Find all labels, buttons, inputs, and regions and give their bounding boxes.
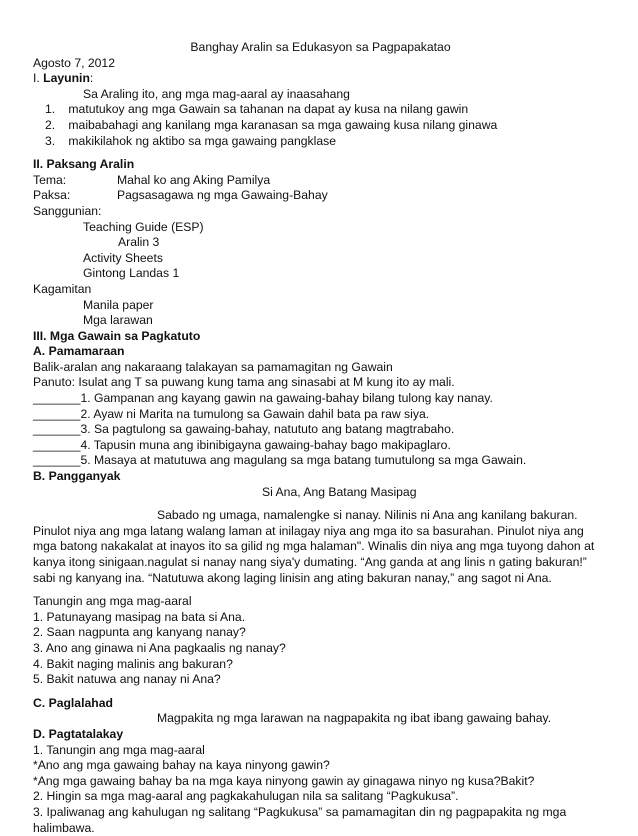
objective-number: 3. xyxy=(45,133,56,148)
presentation-text: Magpakita ng mga larawan na nagpapakita ng ibat ibang gawaing bahay. xyxy=(157,711,552,726)
tema-value: Mahal ko ang Aking Pamilya xyxy=(117,172,271,187)
lesson-plan-document xyxy=(33,40,608,836)
section-1-heading xyxy=(33,71,608,87)
section-1-colon: : xyxy=(89,71,94,86)
material-item: Manila paper xyxy=(83,297,154,312)
objective-item xyxy=(33,134,608,150)
section-1-title: Layunin xyxy=(43,71,90,86)
discussion-line: 1. Tanungin ang mga mag-aaral xyxy=(33,742,205,757)
reference-item: Aralin 3 xyxy=(118,235,160,250)
discussion-line: 2. Hingin sa mga mag-aaral ang pagkakahulugan nila sa salitang “Pagkukusa”. xyxy=(33,789,459,804)
tema-label: Tema: xyxy=(33,172,67,187)
objectives-intro: Sa Araling ito, ang mga mag-aaral ay inaasahang xyxy=(83,86,350,101)
panuto-instruction: Panuto: Isulat ang T sa puwang kung tama ang sinasabi at M kung ito ay mali. xyxy=(33,375,455,390)
story-title: Si Ana, Ang Batang Masipag xyxy=(262,484,417,499)
paksa-label: Paksa: xyxy=(33,188,71,203)
objective-number: 2. xyxy=(45,117,56,132)
subsection-d-heading: D. Pagtatalakay xyxy=(33,726,124,741)
subsection-a-heading: A. Pamamaraan xyxy=(33,344,125,359)
discussion-line: *Ano ang mga gawaing bahay na kaya ninyong gawin? xyxy=(33,758,330,773)
discussion-line: *Ang mga gawaing bahay ba na mga kaya ninyong gawin ay ginagawa ninyo ng kusa?Bakit? xyxy=(33,773,535,788)
objective-text: matutukoy ang mga Gawain sa tahanan na dapat ay kusa na nilang gawin xyxy=(68,102,469,117)
reference-item: Teaching Guide (ESP) xyxy=(83,219,204,234)
review-instruction: Balik-aralan ang nakaraang talakayan sa pamamagitan ng Gawain xyxy=(33,359,393,374)
question-item: 3. Ano ang ginawa ni Ana pagkaalis ng nanay? xyxy=(33,640,286,655)
objective-item xyxy=(33,118,608,134)
objective-text: maibabahagi ang kanilang mga karanasan sa mga gawaing kusa nilang ginawa xyxy=(68,117,498,132)
reference-item: Gintong Landas 1 xyxy=(83,266,180,281)
tema-row xyxy=(33,173,608,189)
question-item: 2. Saan nagpunta ang kanyang nanay? xyxy=(33,625,246,640)
paksa-row xyxy=(33,188,608,204)
objective-text: makikilahok ng aktibo sa mga gawaing pangklase xyxy=(68,133,336,148)
true-false-item: _______4. Tapusin muna ang ibinibigayna gawaing-bahay bago makipaglaro. xyxy=(33,437,451,452)
true-false-item: _______3. Sa pagtulong sa gawaing-bahay, natututo ang batang magtrabaho. xyxy=(33,422,455,437)
reference-item: Activity Sheets xyxy=(83,250,163,265)
true-false-item: _______1. Gampanan ang kayang gawin na gawaing-bahay bilang tulong kay nanay. xyxy=(33,391,493,406)
sanggunian-label: Sanggunian: xyxy=(33,203,102,218)
objective-number: 1. xyxy=(45,102,56,117)
question-item: 4. Bakit naging malinis ang bakuran? xyxy=(33,656,233,671)
section-1-numeral: I. xyxy=(33,71,40,86)
story-paragraph: Sabado ng umaga, namalengke si nanay. Nilinis ni Ana ang kanilang bakuran. Pinulot niya ang mga latang walang laman at inilagay niya ang mga ito sa basurahan. Pinulot niya ang mga batong nakakalat at inayos ito sa gilid ng mga halaman". Winalis din niya ang mga tuyong dahon at kanya itong sinigaan.nagulat si nanay nang siya'y dumating. “Ang ganda at ang linis n gating bakuran!” sabi ng kanyang ina. “Natutuwa akong laging linisin ang ating bakuran nanay,” ang sagot ni Ana. xyxy=(33,508,595,585)
true-false-item: _______5. Masaya at matutuwa ang magulang sa mga batang tumutulong sa mga Gawain. xyxy=(33,453,527,468)
material-item: Mga larawan xyxy=(83,313,153,328)
objective-item xyxy=(33,102,608,118)
question-item: 1. Patunayang masipag na bata si Ana. xyxy=(33,609,246,624)
question-item: 5. Bakit natuwa ang nanay ni Ana? xyxy=(33,672,221,687)
paksa-value: Pagsasagawa ng mga Gawaing-Bahay xyxy=(117,188,328,203)
questions-intro: Tanungin ang mga mag-aaral xyxy=(33,594,192,609)
section-3-heading: III. Mga Gawain sa Pagkatuto xyxy=(33,328,201,343)
kagamitan-label: Kagamitan xyxy=(33,281,92,296)
discussion-line-last: 3. Ipaliwanag ang kahulugan ng salitang “Pagkukusa” sa pamamagitan din ng pagpapakita ng mga halimbawa. xyxy=(33,804,567,835)
subsection-c-heading: C. Paglalahad xyxy=(33,695,113,710)
subsection-b-heading: B. Pangganyak xyxy=(33,469,121,484)
true-false-item: _______2. Ayaw ni Marita na tumulong sa Gawain dahil bata pa raw siya. xyxy=(33,406,430,421)
document-title: Banghay Aralin sa Edukasyon sa Pagpapakatao xyxy=(190,40,451,54)
document-date: Agosto 7, 2012 xyxy=(33,55,115,70)
section-2-heading: II. Paksang Aralin xyxy=(33,157,135,172)
